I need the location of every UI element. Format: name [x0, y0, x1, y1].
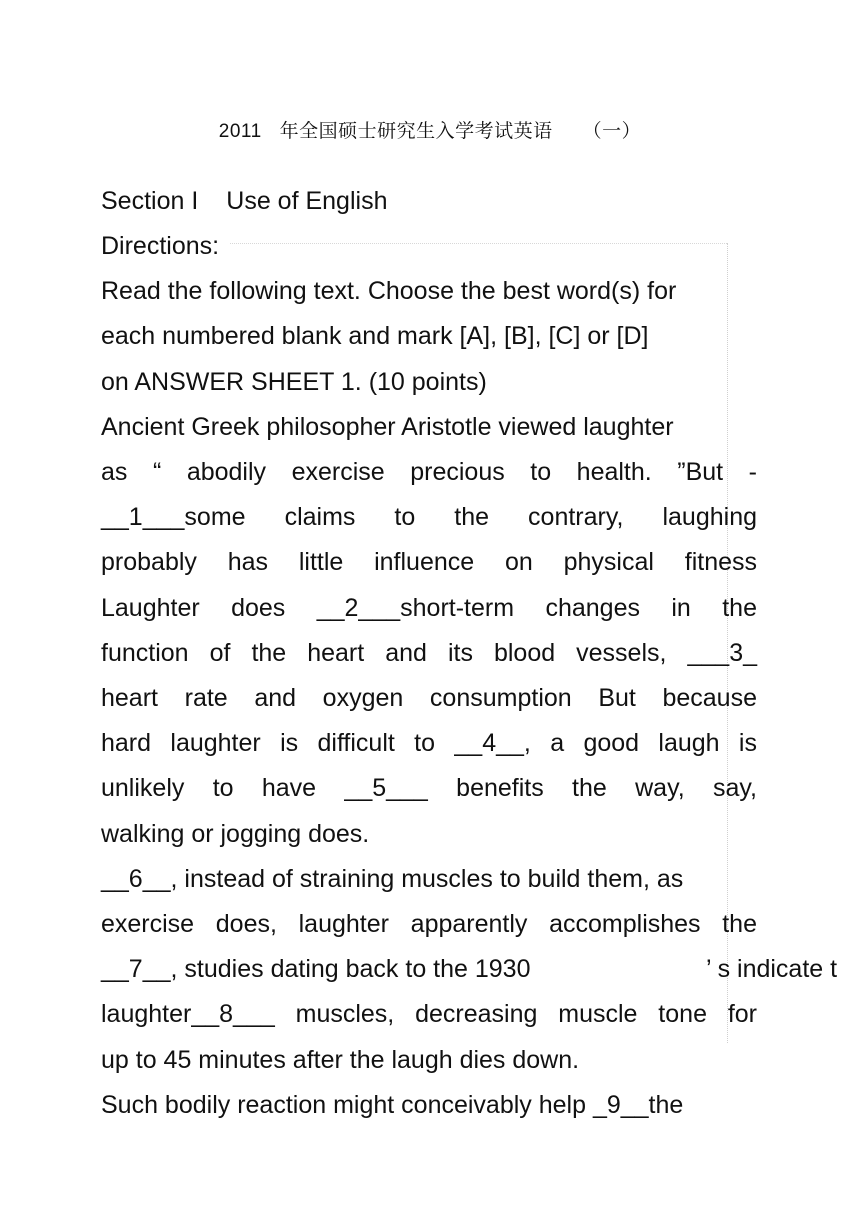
text-line: __1___some claims to the contrary, laughing [101, 503, 757, 531]
text-line: function of the heart and its blood vessels, ___3_ [101, 639, 757, 667]
section-label: Section I [101, 187, 199, 215]
text-line: probably has little influence on physical fitness [101, 548, 757, 576]
text-line: Such bodily reaction might conceivably help _9__the [101, 1091, 684, 1119]
text-line: Laughter does __2___short-term changes in the [101, 594, 757, 622]
text-line: laughter__8___ muscles, decreasing muscle tone for [101, 1000, 757, 1028]
text-line: as “ abodily exercise precious to health. ”But - [101, 458, 757, 486]
text-line: on ANSWER SHEET 1. (10 points) [101, 368, 487, 396]
text-line: each numbered blank and mark [A], [B], [C] or [D] [101, 322, 649, 350]
text-line: exercise does, laughter apparently accomplishes the [101, 910, 757, 938]
exam-title-suffix: （一） [582, 121, 642, 142]
text-line: unlikely to have __5___ benefits the way, say, [101, 774, 757, 802]
exam-year: 2011 [218, 121, 262, 142]
text-line: __6__, instead of straining muscles to build them, as [101, 865, 684, 893]
dotted-guide-horizontal [230, 243, 727, 244]
text-line: __7__, studies dating back to the 1930 [101, 955, 531, 983]
directions-label: Directions: [101, 232, 220, 260]
section-name: Use of English [226, 187, 388, 215]
text-line: heart rate and oxygen consumption But because [101, 684, 757, 712]
section-heading [101, 186, 387, 216]
exam-title-main: 年全国硕士研究生入学考试英语 [279, 121, 553, 142]
text-line: walking or jogging does. [101, 820, 370, 848]
text-line: hard laughter is difficult to __4__, a good laugh is [101, 729, 757, 757]
exam-title [0, 116, 860, 143]
text-line-fragment: ’ s indicate t [706, 955, 838, 983]
text-line: Ancient Greek philosopher Aristotle viewed laughter [101, 413, 674, 441]
text-line: Read the following text. Choose the best word(s) for [101, 277, 677, 305]
text-line: up to 45 minutes after the laugh dies down. [101, 1046, 580, 1074]
